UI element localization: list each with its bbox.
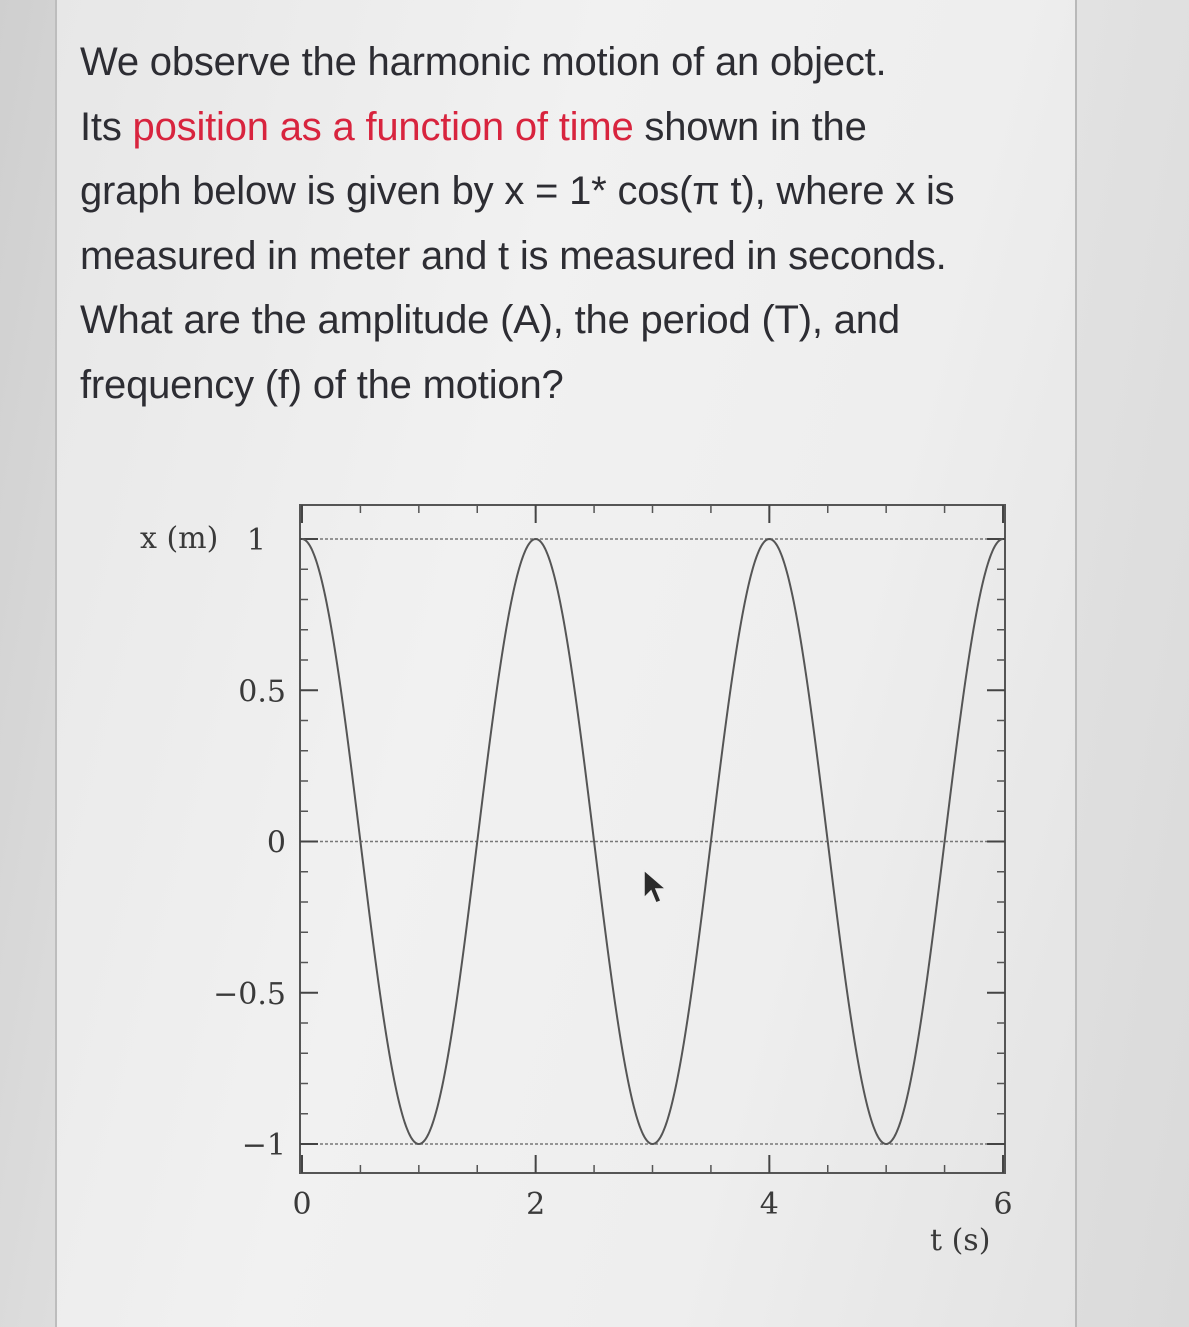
y-tick-label: 1 [246,523,266,558]
plot-frame [300,505,1005,1173]
x-tick-label: 0 [292,1187,312,1222]
y-axis-label: x (m) [140,521,219,556]
question-line-2-prefix: Its [80,104,133,149]
y-tick-label: −0.5 [213,976,286,1012]
question-line-2-suffix: shown in the [633,104,867,149]
x-tick-label: 2 [526,1187,546,1222]
x-axis-label: t (s) [930,1223,991,1258]
major-ticks [300,505,1005,1173]
highlighted-phrase: position as a function of time [132,104,634,149]
tick-labels [213,523,1012,1222]
question-line-4: measured in meter and t is measured in seconds. [80,233,947,278]
question-line-1: We observe the harmonic motion of an object. [80,40,887,84]
question-line-3: graph below is given by x = 1* cos(π t), where x is [80,169,955,213]
x-tick-label: 4 [759,1187,779,1222]
question-line-5: What are the amplitude (A), the period (T), and [80,298,900,342]
mouse-cursor-icon [642,868,672,908]
question-line-6: frequency (f) of the motion? [80,362,564,407]
minor-ticks [300,505,1005,1173]
reference-lines [300,539,1005,1144]
y-tick-label: 0 [266,825,286,861]
y-tick-label: 0.5 [238,674,286,710]
y-tick-label: −1 [241,1128,286,1163]
x-tick-label: 6 [993,1187,1013,1222]
